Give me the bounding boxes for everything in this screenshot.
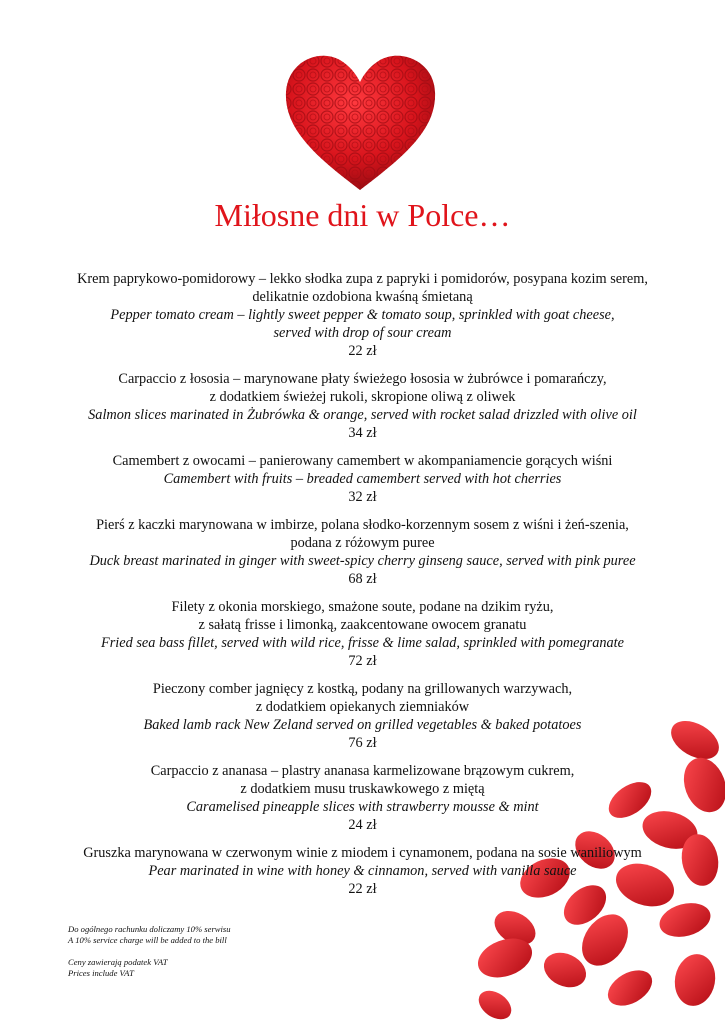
dish-name-en: Salmon slices marinated in Żubrówka & orange, served with rocket salad drizzled with olive oil — [88, 407, 637, 423]
dish-name-en: Fried sea bass fillet, served with wild rice, frisse & lime salad, sprinkled with pomegranate — [101, 635, 624, 651]
dish-name-pl: Gruszka marynowana w czerwonym winie z miodem i cynamonem, podana na sosie waniliowym — [83, 845, 642, 861]
footnotes — [68, 924, 368, 979]
dish-name-pl: Pierś z kaczki marynowana w imbirze, polana słodko-korzennym sosem z wiśni i żeń-szenia, podana z różowym puree — [96, 517, 629, 551]
menu-item — [40, 598, 685, 670]
dish-price: 68 zł — [348, 571, 377, 587]
dish-name-en: Pepper tomato cream – lightly sweet pepper & tomato soup, sprinkled with goat cheese, served with drop of sour cream — [110, 307, 615, 341]
dish-name-pl: Krem paprykowo-pomidorowy – lekko słodka zupa z papryki i pomidorów, posypana kozim serem, delikatnie ozdobiona kwaśną śmietaną — [77, 271, 648, 305]
dish-price: 22 zł — [348, 343, 377, 359]
dish-name-en: Baked lamb rack New Zeland served on grilled vegetables & baked potatoes — [143, 717, 582, 733]
menu-item — [40, 270, 685, 360]
dish-name-en: Duck breast marinated in ginger with sweet-spicy cherry ginseng sauce, served with pink puree — [89, 553, 636, 569]
menu-list — [40, 270, 685, 908]
dish-price: 76 zł — [348, 735, 377, 751]
menu-title: Miłosne dni w Polce… — [214, 197, 511, 233]
dish-price: 34 zł — [348, 425, 377, 441]
dish-name-en: Pear marinated in wine with honey & cinnamon, served with vanilla sauce — [148, 863, 577, 879]
menu-item — [40, 452, 685, 506]
dish-price: 24 zł — [348, 817, 377, 833]
dish-price: 32 zł — [348, 489, 377, 505]
menu-item — [40, 370, 685, 442]
vat-note-pl: Ceny zawierają podatek VAT — [68, 957, 168, 967]
dish-name-pl: Carpaccio z łososia – marynowane płaty świeżego łososia w żubrówce i pomarańczy, z dodatkiem świeżej rukoli, skropione oliwą z oliwek — [118, 371, 607, 405]
dish-price: 22 zł — [348, 881, 377, 897]
service-note-pl: Do ogólnego rachunku doliczamy 10% serwisu — [68, 924, 231, 934]
menu-item — [40, 516, 685, 588]
dish-price: 72 zł — [348, 653, 377, 669]
service-note-en: A 10% service charge will be added to the bill — [68, 935, 227, 945]
menu-item — [40, 762, 685, 834]
rose-heart-image — [278, 40, 443, 200]
menu-item — [40, 680, 685, 752]
dish-name-en: Caramelised pineapple slices with strawberry mousse & mint — [186, 799, 539, 815]
note-spacer — [68, 946, 368, 957]
vat-note-en: Prices include VAT — [68, 968, 134, 978]
menu-item — [40, 844, 685, 898]
dish-name-pl: Pieczony comber jagnięcy z kostką, podany na grillowanych warzywach, z dodatkiem opiekanych ziemniaków — [152, 681, 573, 715]
dish-name-pl: Camembert z owocami – panierowany camembert w akompaniamencie gorących wiśni — [112, 453, 613, 469]
dish-name-en: Camembert with fruits – breaded camembert served with hot cherries — [163, 471, 562, 487]
dish-name-pl: Filety z okonia morskiego, smażone soute, podane na dzikim ryżu, z sałatą frisse i limonką, zaakcentowane owocem granatu — [171, 599, 554, 633]
dish-name-pl: Carpaccio z ananasa – plastry ananasa karmelizowane brązowym cukrem, z dodatkiem musu truskawkowego z miętą — [150, 763, 575, 797]
